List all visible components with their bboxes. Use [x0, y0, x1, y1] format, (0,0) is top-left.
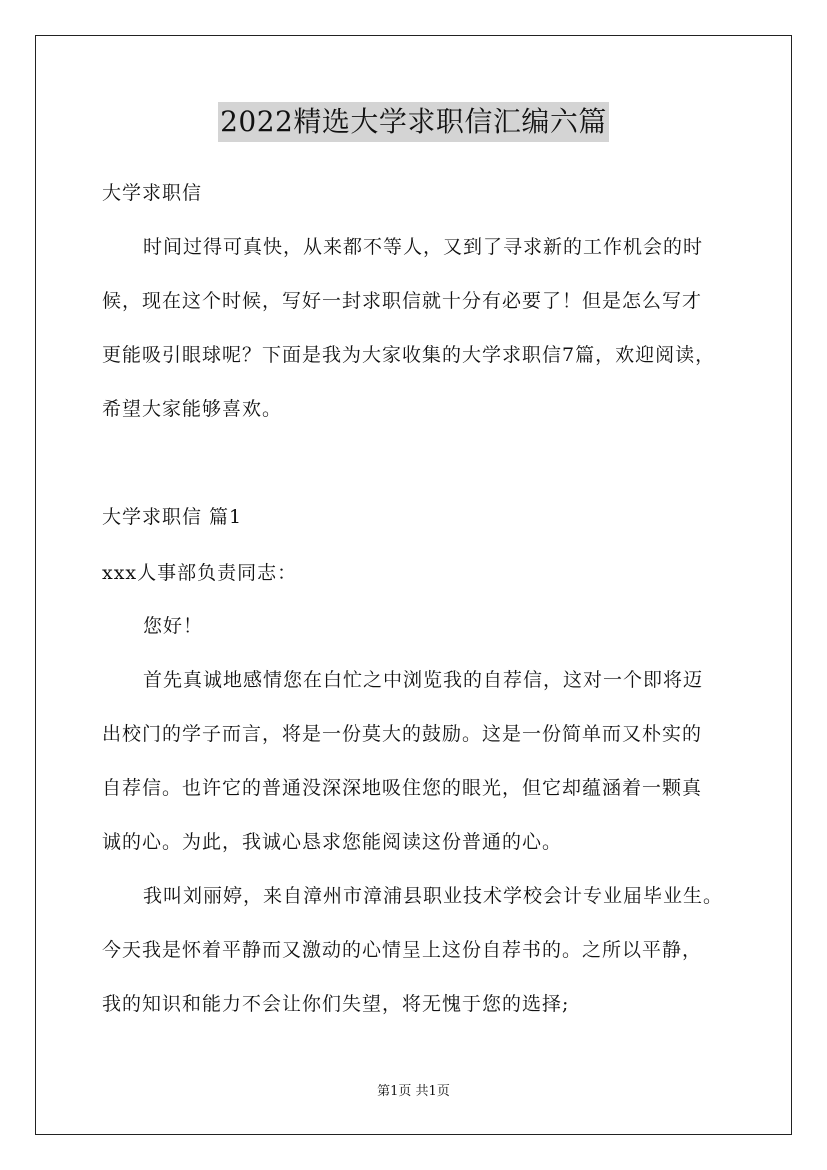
paragraph-line: 我的知识和能力不会让你们失望，将无愧于您的选择; [102, 993, 570, 1015]
document-title: 2022精选大学求职信汇编六篇 [218, 102, 609, 142]
title-container [0, 102, 827, 142]
paragraph-line: 今天我是怀着平静而又激动的心情呈上这份自荐书的。之所以平静， [102, 939, 703, 961]
paragraph-line: 自荐信。也许它的普通没深深地吸住您的眼光，但它却蕴涵着一颗真 [102, 777, 703, 799]
paragraph-line: 出校门的学子而言，将是一份莫大的鼓励。这是一份简单而又朴实的 [102, 723, 703, 745]
paragraph-line: 诚的心。为此，我诚心恳求您能阅读这份普通的心。 [102, 831, 563, 853]
section-heading: 大学求职信 篇1 [102, 506, 243, 528]
paragraph-line: 我叫刘丽婷，来自漳州市漳浦县职业技术学校会计专业届毕业生。 [143, 885, 724, 907]
salutation: xxx人事部负责同志： [102, 562, 298, 584]
intro-line: 时间过得可真快，从来都不等人，又到了寻求新的工作机会的时 [143, 236, 704, 258]
intro-line: 候，现在这个时候，写好一封求职信就十分有必要了！但是怎么写才 [102, 290, 703, 312]
paragraph-line: 首先真诚地感情您在白忙之中浏览我的自荐信，这对一个即将迈 [143, 669, 704, 691]
intro-line: 希望大家能够喜欢。 [102, 398, 283, 420]
page-footer: 第1页 共1页 [377, 1084, 450, 1099]
intro-line: 更能吸引眼球呢？下面是我为大家收集的大学求职信7篇，欢迎阅读， [102, 344, 716, 366]
intro-heading: 大学求职信 [102, 182, 203, 204]
greeting: 您好！ [143, 615, 204, 637]
